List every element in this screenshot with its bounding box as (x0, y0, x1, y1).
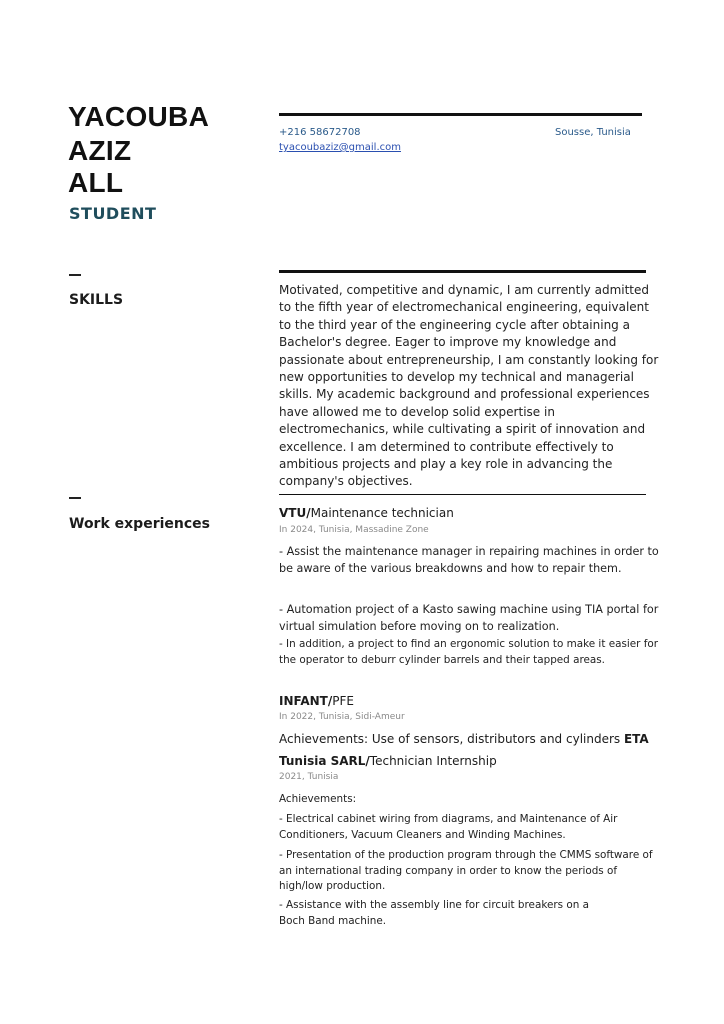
job-paragraph: - Electrical cabinet wiring from diagrams, and Maintenance of Air Conditioners, Vacuum Cleaners and Winding Machines. (279, 813, 618, 841)
job-title: Maintenance technician (310, 506, 454, 520)
job-title: Technician Internship (369, 754, 497, 768)
job-heading (279, 754, 497, 768)
job-meta: 2021, Tunisia (279, 772, 339, 782)
job-meta: In 2022, Tunisia, Sidi-Ameur (279, 712, 405, 722)
achievement-text: Achievements: Use of sensors, distributors and cylinders (279, 732, 621, 746)
section-dash (69, 497, 81, 499)
achievements-label: Achievements: (279, 793, 357, 805)
profile-summary: Motivated, competitive and dynamic, I am currently admitted to the fifth year of electromechanical engineering, equivalent to the third year of the engineering cycle after obtaining a Bachelor's degree. Eager to improve my knowledge and passionate about entrepreneurship, I am constantly looking for new opportunities to develop my technical and managerial skills. My academic background and professional experiences have allowed me to develop solid expertise in electromechanics, while cultivating a spirit of innovation and excellence. I am determined to contribute effectively to ambitious projects and play a key role in advancing the company's objectives. (279, 283, 659, 489)
name-middle: AZIZ (68, 135, 132, 166)
work-experiences-heading: Work experiences (69, 516, 210, 532)
achievement-bold: ETA (623, 732, 649, 746)
job-company: VTU/ (279, 506, 311, 520)
name-last: ALL (68, 167, 124, 198)
job-paragraph: - Assistance with the assembly line for circuit breakers on a Boch Band machine. (279, 899, 589, 927)
location: Sousse, Tunisia (555, 127, 631, 138)
job-company: Tunisia SARL/ (279, 754, 370, 768)
job-paragraph: - Presentation of the production program through the CMMS software of an international trading company in order to know the periods of high/low production. (279, 849, 653, 892)
section-dash (69, 274, 81, 276)
job-achievements (279, 732, 649, 746)
job-title: PFE (332, 694, 354, 708)
job-paragraph: - In addition, a project to find an ergonomic solution to make it easier for the operator to deburr cylinder barrels and their tapped areas. (279, 638, 659, 666)
job-meta: In 2024, Tunisia, Massadine Zone (279, 525, 429, 535)
work-rule (279, 494, 646, 495)
header-rule (279, 113, 642, 116)
job-paragraph: - Assist the maintenance manager in repairing machines in order to be aware of the various breakdowns and how to repair them. (279, 545, 659, 575)
job-heading (279, 506, 454, 520)
name-first: YACOUBA (68, 101, 210, 132)
job-company: INFANT/ (279, 694, 333, 708)
role-title: STUDENT (69, 204, 157, 223)
job-heading (279, 694, 354, 708)
phone-number: +216 58672708 (279, 127, 361, 138)
skills-heading: SKILLS (69, 292, 124, 308)
job-paragraph: - Automation project of a Kasto sawing machine using TIA portal for virtual simulation before moving on to realization. (279, 603, 659, 633)
email-link[interactable]: tyacoubaziz@gmail.com (279, 142, 401, 153)
summary-rule (279, 270, 646, 273)
